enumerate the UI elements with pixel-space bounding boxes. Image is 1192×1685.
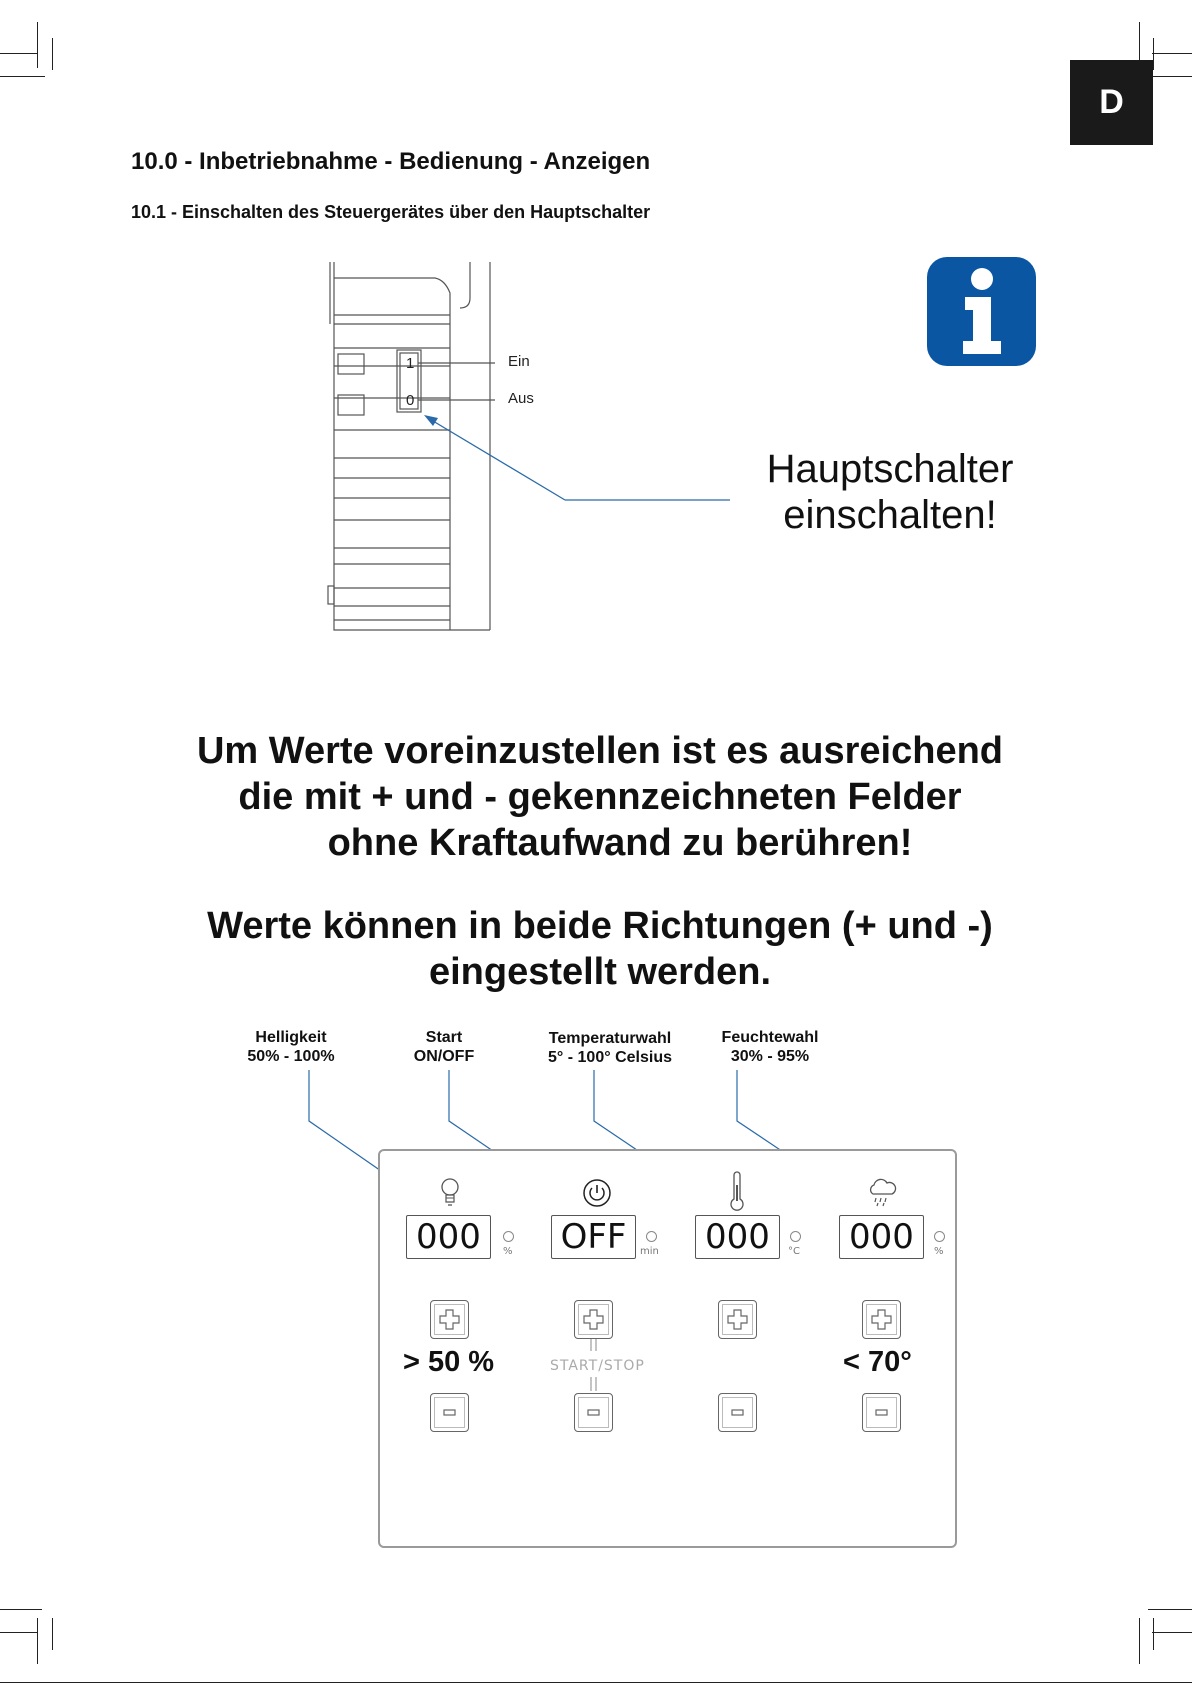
label-brightness-range: 50% - 100%	[247, 1048, 335, 1065]
plus-icon	[575, 1301, 612, 1338]
humidity-unit: %	[934, 1246, 944, 1257]
start-display: OFF	[551, 1215, 636, 1259]
brightness-unit: %	[503, 1246, 513, 1257]
humidity-plus-button[interactable]	[862, 1300, 901, 1339]
label-humidity-title: Feuchtewahl	[721, 1029, 819, 1046]
start-minus-button[interactable]	[574, 1393, 613, 1432]
humidity-display: 000	[839, 1215, 924, 1259]
plus-icon	[431, 1301, 468, 1338]
humidity-cloud-icon	[866, 1176, 898, 1208]
power-icon[interactable]	[581, 1177, 613, 1209]
switch-pos-off: 0	[406, 392, 415, 409]
label-temperature-range: 5° - 100° Celsius	[548, 1049, 672, 1066]
switch-label-on: Ein	[508, 353, 530, 370]
minus-icon	[431, 1394, 468, 1431]
switch-label-off: Aus	[508, 390, 534, 407]
brightness-display: 000	[406, 1215, 491, 1259]
language-tab: D	[1070, 60, 1153, 145]
instruction-line-5: eingestellt werden.	[428, 951, 772, 993]
start-led	[646, 1231, 657, 1242]
instruction-line-4: Werte können in beide Richtungen (+ und -)	[207, 905, 993, 947]
brightness-minus-button[interactable]	[430, 1393, 469, 1432]
instruction-line-1: Um Werte voreinzustellen ist es ausreichend	[196, 730, 1003, 772]
temperature-plus-button[interactable]	[718, 1300, 757, 1339]
plus-icon	[863, 1301, 900, 1338]
brightness-plus-button[interactable]	[430, 1300, 469, 1339]
start-plus-button[interactable]	[574, 1300, 613, 1339]
start-unit: min	[640, 1246, 659, 1257]
temperature-led	[790, 1231, 801, 1242]
brightness-preset: > 50 %	[403, 1346, 495, 1378]
label-humidity-range: 30% - 95%	[730, 1048, 810, 1065]
section-heading: 10.0 - Inbetriebnahme - Bedienung - Anzeigen	[131, 148, 651, 175]
minus-icon	[575, 1394, 612, 1431]
instruction-line-2: die mit + und - gekennzeichneten Felder	[238, 776, 962, 818]
label-start-title: Start	[425, 1029, 463, 1046]
label-start-range: ON/OFF	[413, 1048, 475, 1065]
humidity-preset: < 70°	[843, 1346, 912, 1378]
temperature-display: 000	[695, 1215, 780, 1259]
start-stop-label: START/STOP	[550, 1358, 645, 1374]
plus-icon	[719, 1301, 756, 1338]
label-temperature-title: Temperaturwahl	[548, 1030, 672, 1047]
brightness-led	[503, 1231, 514, 1242]
temperature-minus-button[interactable]	[718, 1393, 757, 1432]
callout-line-2: einschalten!	[783, 493, 997, 537]
callout-line-1: Hauptschalter	[766, 447, 1014, 491]
temperature-unit: °C	[788, 1246, 800, 1257]
minus-icon	[719, 1394, 756, 1431]
humidity-minus-button[interactable]	[862, 1393, 901, 1432]
instruction-line-3: ohne Kraftaufwand zu berühren!	[327, 822, 913, 864]
switch-pos-on: 1	[406, 355, 415, 372]
thermometer-icon	[728, 1171, 746, 1211]
label-brightness-title: Helligkeit	[255, 1029, 327, 1046]
humidity-led	[934, 1231, 945, 1242]
lightbulb-icon	[437, 1176, 463, 1208]
minus-icon	[863, 1394, 900, 1431]
subsection-heading: 10.1 - Einschalten des Steuergerätes über den Hauptschalter	[131, 202, 651, 222]
